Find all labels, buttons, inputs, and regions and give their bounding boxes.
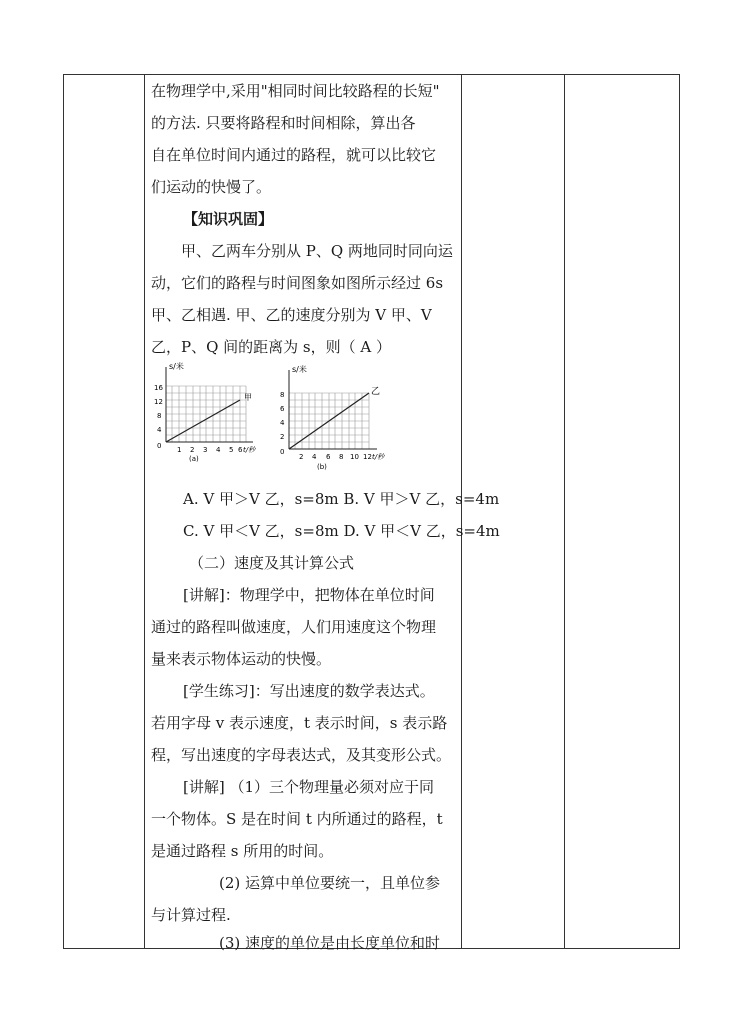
x-tick-label: 3 — [203, 446, 208, 454]
y-tick-label: 16 — [154, 384, 163, 392]
x-tick-label: 12 — [363, 453, 372, 461]
text-line: [讲解]：物理学中，把物体在单位时间 — [183, 586, 435, 604]
x-tick-label: 10 — [350, 453, 359, 461]
text-line: 的方法. 只要将路程和时间相除，算出各 — [151, 114, 416, 132]
y-tick-label: 2 — [280, 433, 285, 441]
text-line: 乙，P、Q 间的距离为 s，则（ A ） — [151, 338, 391, 356]
y-axis-label: s/米 — [169, 362, 184, 371]
text-line: 通过的路程叫做速度，人们用速度这个物理 — [151, 618, 437, 636]
x-tick-label: 1 — [177, 446, 182, 454]
graph-caption: (b) — [317, 463, 327, 471]
y-tick-label: 0 — [280, 448, 285, 456]
answer-option-line: C. V 甲＜V 乙，s=8m D. V 甲＜V 乙，s=4m — [183, 522, 500, 540]
series-label-yi: 乙 — [371, 387, 381, 397]
y-tick-label: 4 — [280, 419, 285, 427]
text-line: 甲、乙两车分别从 P、Q 两地同时同向运 — [181, 242, 453, 260]
text-line: 量来表示物体运动的快慢。 — [151, 650, 332, 668]
text-line: 动，它们的路程与时间图象如图所示经过 6s — [151, 274, 444, 292]
text-line: 自在单位时间内通过的路程，就可以比较它 — [151, 146, 437, 164]
x-axis-label: t/秒 — [243, 446, 256, 454]
text-line: 程，写出速度的字母表达式，及其变形公式。 — [151, 746, 452, 764]
x-tick-label: 6 — [326, 453, 331, 461]
x-tick-label: 4 — [216, 446, 221, 454]
x-tick-label: 6 — [238, 446, 243, 454]
text-line: (2) 运算中单位要统一，且单位参 — [219, 874, 441, 892]
x-tick-label: 2 — [299, 453, 304, 461]
x-tick-label: 8 — [339, 453, 344, 461]
y-tick-label: 6 — [280, 405, 285, 413]
graph-b — [275, 360, 395, 478]
text-line: 在物理学中,采用"相同时间比较路程的长短" — [151, 82, 440, 100]
text-line: (3) 速度的单位是由长度单位和时 — [219, 934, 441, 952]
text-line: [学生练习]：写出速度的数学表达式。 — [183, 682, 435, 700]
text-line: 们运动的快慢了。 — [151, 178, 272, 196]
section-heading-speed: （二）速度及其计算公式 — [189, 554, 355, 572]
text-line: 与计算过程. — [151, 906, 231, 924]
x-tick-label: 5 — [229, 446, 234, 454]
y-tick-label: 4 — [157, 426, 162, 434]
x-tick-label: 2 — [190, 446, 195, 454]
y-axis-label: s/米 — [292, 365, 307, 374]
text-line: 是通过路程 s 所用的时间。 — [151, 842, 334, 860]
series-label-jia: 甲 — [244, 393, 252, 402]
graph-a — [153, 355, 271, 473]
column-divider-2 — [461, 75, 462, 948]
x-axis-label: t/秒 — [372, 453, 385, 461]
text-line: [讲解] （1）三个物理量必须对应于同 — [183, 778, 435, 796]
y-tick-label: 12 — [154, 398, 163, 406]
y-tick-label: 8 — [157, 412, 162, 420]
text-line: 一个物体。S 是在时间 t 内所通过的路程，t — [151, 810, 443, 828]
answer-option-line: A. V 甲＞V 乙，s=8m B. V 甲＞V 乙，s=4m — [183, 490, 500, 508]
x-tick-label: 4 — [312, 453, 317, 461]
graph-caption: (a) — [189, 455, 199, 463]
text-line: 甲、乙相遇. 甲、乙的速度分别为 V 甲、V — [151, 306, 432, 324]
lesson-table — [63, 74, 680, 952]
y-tick-label: 8 — [280, 391, 285, 399]
y-tick-label: 0 — [157, 442, 162, 450]
column-divider-1 — [144, 75, 145, 948]
text-line: 若用字母 v 表示速度，t 表示时间，s 表示路 — [151, 714, 448, 732]
column-divider-3 — [564, 75, 565, 948]
section-heading-knowledge: 【知识巩固】 — [183, 210, 274, 228]
